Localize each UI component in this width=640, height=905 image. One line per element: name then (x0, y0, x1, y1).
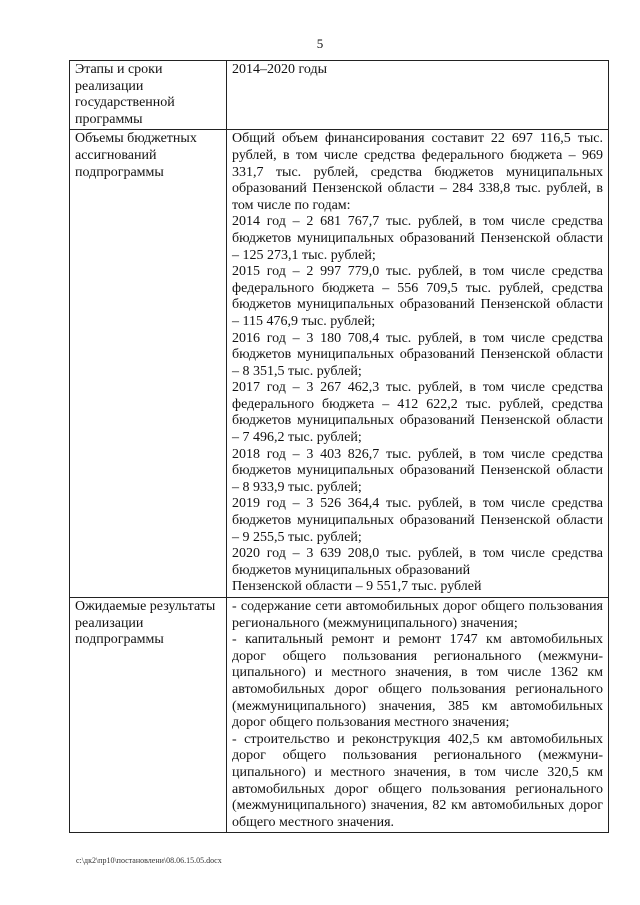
result-item-maintenance: - содержание сети автомобильных дорог общего пользования регионального (межмуниципального) значения; (232, 599, 603, 631)
file-path-footer: c:\дк2\пр10\постановлени\08.06.15.05.docx (76, 856, 222, 865)
page-number: 5 (316, 36, 324, 51)
budget-year-2020-cont: Пензенской области – 9 551,7 тыс. рублей (232, 579, 482, 595)
budget-year-2018: 2018 год – 3 403 826,7 тыс. рублей, в том числе средства бюджетов муниципальных образований Пензенской области – 8 933,9 тыс. рублей; (232, 446, 603, 495)
row-label-stages: Этапы и сроки реализации государственной программы (70, 61, 227, 130)
budget-year-2014: 2014 год – 2 681 767,7 тыс. рублей, в том числе средства бюджетов муниципальных образований Пензенской области – 125 273,1 тыс. рублей; (232, 214, 603, 263)
budget-year-2015: 2015 год – 2 997 779,0 тыс. рублей, в том числе средства федерального бюджета – 556 709,5 тыс. рублей, средства бюджетов муниципальных образований Пензенской области – 115 476,9 тыс. рублей; (232, 264, 603, 329)
result-item-repair: - капитальный ремонт и ремонт 1747 км автомобильных дорог общего пользования регионального (межмуни-ципального) и местного значения, в том числе 1362 км автомобильных дорог общего пользования регионального (межмуниципального) значения, 385 км автомобильных дорог общего пользования местного значения; (232, 632, 603, 731)
budget-total-text: Общий объем финансирования составит 22 697 116,5 тыс. рублей, в том числе средства федерального бюджета – 969 331,7 тыс. рублей, средства бюджетов муниципальных образований Пензенской области – 284 338,8 тыс. рублей, в том числе по годам: (232, 131, 603, 213)
program-passport-table (69, 60, 609, 833)
row-value-results (227, 598, 609, 833)
budget-year-2016: 2016 год – 3 180 708,4 тыс. рублей, в том числе средства бюджетов муниципальных образований Пензенской области – 8 351,5 тыс. рублей; (232, 330, 603, 379)
table-row (70, 61, 609, 130)
table-row (70, 130, 609, 598)
row-label-results: Ожидаемые результаты реализации подпрограммы (70, 598, 227, 833)
budget-year-2019: 2019 год – 3 526 364,4 тыс. рублей, в том числе средства бюджетов муниципальных образований Пензенской области – 9 255,5 тыс. рублей; (232, 496, 603, 545)
table-row (70, 598, 609, 833)
budget-year-2020: 2020 год – 3 639 208,0 тыс. рублей, в том числе средства бюджетов муниципальных образований (232, 546, 603, 578)
result-item-construction: - строительство и реконструкция 402,5 км автомобильных дорог общего пользования регионального (межмуни-ципального) и местного значения, в том числе 320,5 км автомобильных дорог общего пользования регионального (межмуниципального) значения, 82 км автомобильных дорог общего местного значения. (232, 731, 603, 830)
row-value-stages: 2014–2020 годы (227, 61, 609, 130)
budget-year-2017: 2017 год – 3 267 462,3 тыс. рублей, в том числе средства федерального бюджета – 412 622,2 тыс. рублей, средства бюджетов муниципальных образований Пензенской области – 7 496,2 тыс. рублей; (232, 380, 603, 446)
row-label-budget: Объемы бюджетных ассигнований подпрограммы (70, 130, 227, 598)
row-value-budget (227, 130, 609, 598)
